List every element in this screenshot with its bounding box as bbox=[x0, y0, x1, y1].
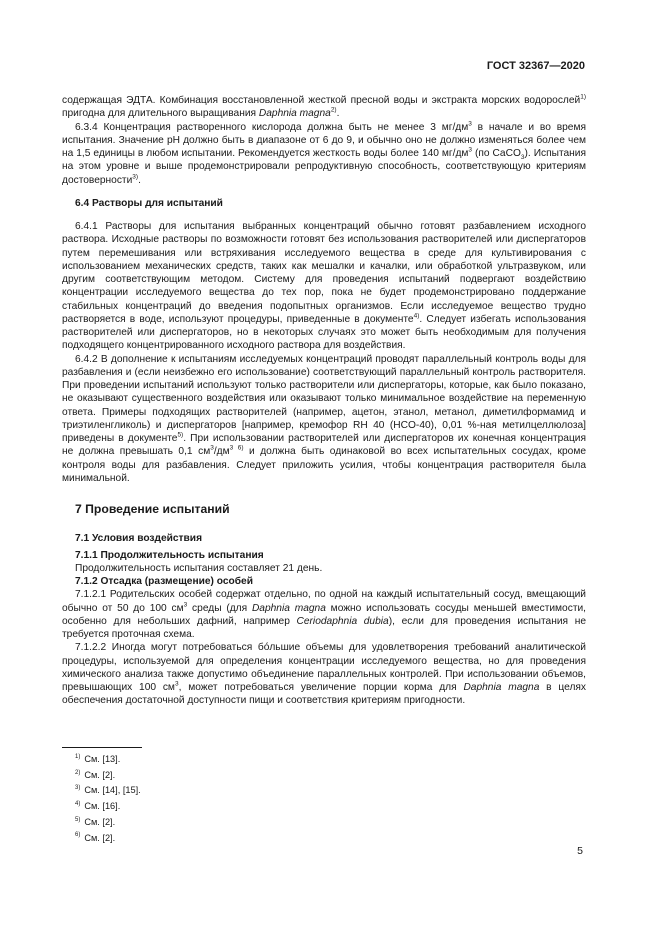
paragraph-7-1-2-1: 7.1.2.1 Родительских особей содержат отдельно, по одной на каждый испытательный сосуд, вмещающий обычно от 50 до 100 $см^3$ среды (для Daphnia magna можно использовать сосуды меньшей вместимости, особенно для небольших дафний, например Ceriodaphnia dubia), если для проведения испытания не требуется проточная схема. bbox=[62, 589, 587, 640]
footnote-ref: 4) bbox=[413, 312, 420, 320]
paragraph-7-1-2-2: 7.1.2.2 Иногда могут потребоваться бо́льшие объемы для удовлетворения требований аналитической процедуры, используемой для определения концентрации исследуемого вещества, но для проведения химического анализа также допустимо объединение параллельных контролей. При использовании объемов, превышающих 100 $см^3$, может потребоваться увеличение порции корма для Daphnia magna в целях обеспечения достаточной доступности пищи и соответствия критериям пригодности. bbox=[62, 642, 587, 707]
footnote-item: $^{2)}$ См. [2]. bbox=[75, 769, 116, 780]
footnote-ref: 3 6) bbox=[229, 444, 244, 452]
footnote-item: $^{5)}$ См. [2]. bbox=[75, 816, 116, 827]
paragraph-7-1-1: Продолжительность испытания составляет 21 день. bbox=[75, 562, 323, 574]
footnote-ref: 1) bbox=[580, 93, 586, 101]
footnotes bbox=[75, 752, 141, 846]
main-text bbox=[62, 94, 586, 708]
paragraph-6-3-4: 6.3.4 Концентрация растворенного кислорода должна быть не менее 3 $мг/дм^3$ в начале и во время испытания. Значение pH должно быть в диапазоне от 6 до 9, и обычно оно не должно изменяться более чем на 1,5 единицы в любом испытании. Рекомендуется жесткость воды более 140 $мг/дм^3$ (по CaCO$_3$). Испытания на этом уровне и выше продемонстрировали репродуктивную способность, соответствующую критериям достоверности$^{3)}$. bbox=[62, 120, 586, 186]
heading-7-1: 7.1 Условия воздействия bbox=[75, 533, 203, 545]
section-heading-7: 7 Проведение испытаний bbox=[75, 502, 230, 516]
heading-7-1-2: 7.1.2 Отсадка (размещение) особей bbox=[75, 576, 253, 587]
paragraph-continuation: содержащая ЭДТА. Комбинация восстановленной жесткой пресной воды и экстракта морских водорослей$^{1)}$ пригодна для длительного выращивания Daphnia magna$^{2)}$. bbox=[62, 93, 586, 120]
footnote-ref: 2) bbox=[330, 106, 337, 114]
footnote-item: $^{3)}$ См. [14], [15]. bbox=[75, 785, 141, 796]
document-code: ГОСТ 32367—2020 bbox=[486, 60, 585, 72]
heading-7-1-1: 7.1.1 Продолжительность испытания bbox=[75, 549, 264, 561]
paragraph-6-4-2: 6.4.2 В дополнение к испытаниям исследуемых концентраций проводят параллельный контроль воды для разбавления и (если неизбежно его использование) соответствующий параллельный контроль растворителя. При проведении испытаний используют только растворители или диспергаторы, которые, как было показано, не оказывают существенного воздействия или оказывают только минимальное воздействие на переменную ответа. Примеры подходящих растворителей (например, ацетон, этанол, метанол, диметилформамид и триэтиленгликоль) и диспергаторов [например, кремофор RH 40 (HCO-40), 0,01 %-ная метилцеллюлоза] приведены в документе$^{5)}$. При использовании растворителей или диспергаторов их конечная концентрация не должна превышать 0,1 $см^3/дм^{3 6)}$ и должна быть одинаковой во всех испытательных сосудах, кроме контроля воды для разбавления. Следует приложить усилия, чтобы концентрация растворителя была минимальной. bbox=[62, 353, 587, 484]
footnote-ref: 3) bbox=[132, 173, 139, 181]
footnote-divider bbox=[62, 747, 142, 748]
footnote-item: $^{4)}$ См. [16]. bbox=[75, 801, 121, 812]
footnote-ref: 5) bbox=[177, 431, 184, 439]
paragraph-6-4-1: 6.4.1 Растворы для испытания выбранных концентраций обычно готовят разбавлением исходного раствора. Исходные растворы по возможности готовят без использования растворителей или диспергаторов путем перемешивания или встряхивания исследуемого вещества в среде для культивирования с использованием механических средств, таких как мешалки и качалки, или обработкой ультразвуком, или другим соответствующим методом. Систему для проведения испытаний подвергают воздействию концентрации исследуемого вещества до тех пор, пока не будет продемонстрировано поддержание стабильных концентраций до введения подопытных организмов. Если исследуемое вещество трудно растворяется в воде, используют процедуры, приведенные в документе$^{4)}$. Следует избегать использования растворителей или диспергаторов, но в некоторых случаях это может быть необходимым для получения подходящего концентрированного исходного раствора для воздействия. bbox=[62, 221, 586, 352]
footnote-item: $^{6)}$ См. [2]. bbox=[75, 832, 116, 843]
page-number: 5 bbox=[577, 845, 583, 857]
heading-6-4: 6.4 Растворы для испытаний bbox=[75, 197, 223, 209]
footnote-item: $^{1)}$ См. [13]. bbox=[75, 753, 121, 764]
